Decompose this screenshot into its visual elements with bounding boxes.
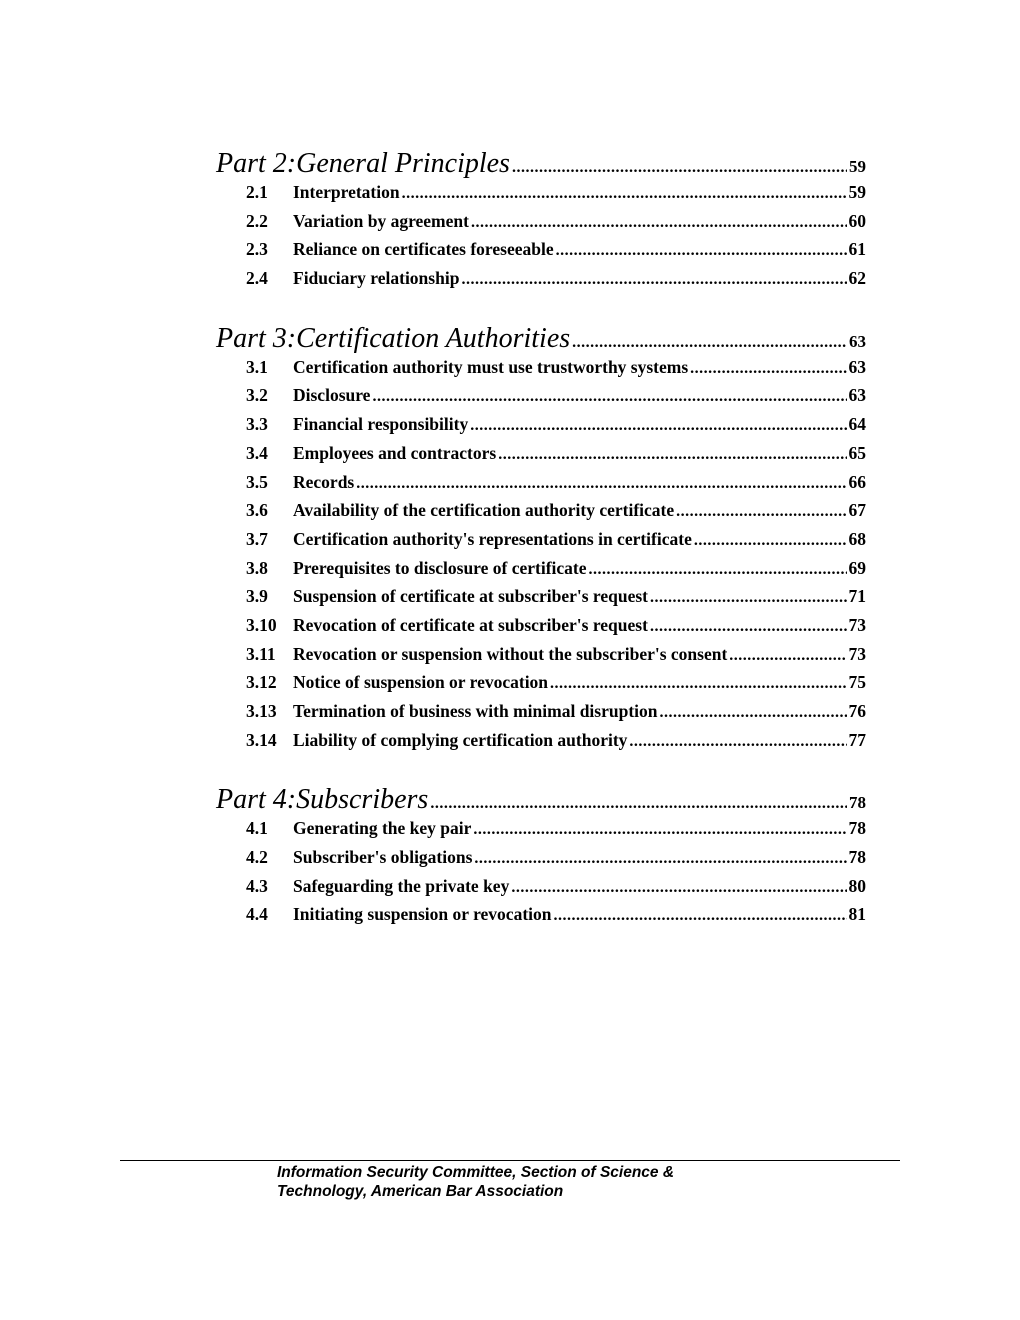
part-page-number: 63 (849, 331, 866, 351)
dot-leader (512, 159, 847, 177)
entry-page-number: 68 (848, 528, 866, 549)
entry-number: 3.5 (246, 471, 268, 492)
entry-page-number: 78 (848, 847, 866, 868)
dot-leader (473, 821, 846, 839)
entry-page-number: 59 (848, 182, 866, 202)
dot-leader (572, 334, 847, 352)
toc-entry[interactable] (216, 558, 866, 587)
dot-leader (372, 388, 846, 406)
entry-number: 2.2 (246, 210, 268, 231)
dot-leader (461, 271, 846, 289)
entry-page-number: 62 (848, 268, 866, 289)
dot-leader (550, 675, 846, 693)
footer-line-1: Information Security Committee, Section of Science & (277, 1164, 675, 1181)
toc-entry[interactable] (216, 239, 866, 268)
entry-number: 4.2 (246, 847, 268, 868)
entry-page-number: 81 (848, 904, 866, 925)
dot-leader (511, 879, 846, 897)
toc-entry[interactable] (216, 182, 866, 211)
dot-leader (650, 618, 847, 636)
toc-entry[interactable] (216, 644, 866, 673)
dot-leader (498, 446, 846, 464)
dot-leader (694, 532, 847, 550)
toc-entry[interactable] (216, 529, 866, 558)
toc-entry[interactable] (216, 500, 866, 529)
part-page-number: 78 (849, 793, 866, 813)
entry-number: 2.1 (246, 182, 268, 202)
entry-number: 2.3 (246, 239, 268, 260)
entry-number: 3.9 (246, 586, 268, 607)
entry-page-number: 76 (848, 701, 866, 721)
toc-part-heading[interactable] (216, 323, 866, 357)
toc-entry[interactable] (216, 904, 866, 933)
dot-leader (474, 850, 846, 868)
entry-page-number: 75 (848, 672, 866, 693)
entry-page-number: 69 (848, 557, 866, 578)
dot-leader (729, 647, 846, 665)
entry-page-number: 77 (848, 729, 866, 750)
toc-entry[interactable] (216, 268, 866, 297)
entry-title: Termination of business with minimal disruption (293, 701, 658, 721)
entry-title: Suspension of certificate at subscriber's request (293, 586, 648, 607)
entry-number: 3.10 (246, 614, 277, 635)
toc-part (216, 784, 866, 933)
entry-page-number: 73 (848, 614, 866, 635)
toc-entry[interactable] (216, 472, 866, 501)
entry-page-number: 63 (848, 385, 866, 406)
entry-title: Revocation of certificate at subscriber's request (293, 614, 648, 635)
entry-number: 3.2 (246, 385, 268, 406)
toc-entry[interactable] (216, 876, 866, 905)
dot-leader (589, 561, 847, 579)
entry-page-number: 73 (848, 643, 866, 664)
entry-title: Generating the key pair (293, 818, 472, 839)
dot-leader (470, 417, 846, 435)
toc-entry[interactable] (216, 586, 866, 615)
entry-page-number: 67 (848, 500, 866, 521)
entry-number: 3.13 (246, 701, 277, 721)
entry-title: Records (293, 471, 355, 492)
dot-leader (356, 475, 846, 493)
entry-number: 3.6 (246, 500, 268, 521)
toc-entry[interactable] (216, 357, 866, 386)
entry-page-number: 61 (848, 239, 866, 260)
dot-leader (430, 795, 847, 813)
dot-leader (690, 360, 846, 378)
dot-leader (471, 214, 847, 232)
toc-entry[interactable] (216, 615, 866, 644)
entry-title: Fiduciary relationship (293, 268, 460, 289)
toc-entry[interactable] (216, 414, 866, 443)
entry-page-number: 71 (848, 586, 866, 607)
toc-entry[interactable] (216, 847, 866, 876)
entry-page-number: 66 (848, 471, 866, 492)
toc-entry[interactable] (216, 730, 866, 759)
toc-entry[interactable] (216, 701, 866, 730)
entry-title: Safeguarding the private key (293, 875, 510, 896)
dot-leader (554, 907, 847, 925)
entry-number: 3.4 (246, 442, 268, 463)
entry-title: Certification authority must use trustworthy systems (293, 356, 689, 377)
entry-page-number: 78 (848, 818, 866, 839)
toc-entry[interactable] (216, 672, 866, 701)
entry-title: Liability of complying certification authority (293, 729, 628, 750)
toc-part (216, 148, 866, 297)
entry-number: 3.12 (246, 672, 277, 693)
footer-rule (120, 1160, 900, 1161)
entry-title: Prerequisites to disclosure of certificate (293, 557, 587, 578)
toc-entry[interactable] (216, 818, 866, 847)
entry-title: Initiating suspension or revocation (293, 904, 552, 925)
table-of-contents (216, 148, 866, 959)
part-title: Part 4:Subscribers (216, 784, 429, 816)
part-title: Part 3:Certification Authorities (216, 322, 571, 354)
dot-leader (402, 185, 847, 203)
entry-title: Revocation or suspension without the subscriber's consent (293, 643, 728, 664)
toc-part (216, 323, 866, 759)
entry-title: Disclosure (293, 385, 371, 406)
entry-page-number: 80 (848, 875, 866, 896)
entry-title: Variation by agreement (293, 210, 469, 231)
entry-title: Notice of suspension or revocation (293, 672, 549, 693)
dot-leader (650, 589, 847, 607)
footer (277, 1163, 674, 1201)
entry-number: 3.14 (246, 729, 277, 750)
entry-number: 2.4 (246, 268, 268, 289)
entry-number: 3.7 (246, 528, 268, 549)
dot-leader (556, 242, 847, 260)
part-page-number: 59 (849, 157, 866, 176)
toc-part-heading[interactable] (216, 784, 866, 818)
toc-entry[interactable] (216, 385, 866, 414)
toc-entry[interactable] (216, 211, 866, 240)
footer-line-2: Technology, American Bar Association (277, 1183, 564, 1200)
part-title: Part 2:General Principles (216, 148, 510, 179)
entry-page-number: 64 (848, 414, 866, 435)
entry-title: Certification authority's representations in certificate (293, 528, 692, 549)
entry-number: 4.3 (246, 875, 268, 896)
entry-title: Reliance on certificates foreseeable (293, 239, 554, 260)
dot-leader (629, 733, 846, 751)
entry-page-number: 65 (848, 442, 866, 463)
entry-title: Subscriber's obligations (293, 847, 473, 868)
toc-part-heading[interactable] (216, 148, 866, 182)
entry-title: Employees and contractors (293, 442, 497, 463)
toc-entry[interactable] (216, 443, 866, 472)
entry-page-number: 63 (848, 356, 866, 377)
entry-number: 3.1 (246, 356, 268, 377)
entry-number: 3.8 (246, 557, 268, 578)
entry-title: Financial responsibility (293, 414, 469, 435)
entry-number: 4.4 (246, 904, 268, 925)
entry-title: Interpretation (293, 182, 400, 202)
dot-leader (676, 503, 846, 521)
entry-title: Availability of the certification authority certificate (293, 500, 675, 521)
entry-number: 3.3 (246, 414, 268, 435)
dot-leader (660, 704, 847, 722)
entry-page-number: 60 (848, 210, 866, 231)
entry-number: 4.1 (246, 818, 268, 839)
entry-number: 3.11 (246, 643, 276, 664)
